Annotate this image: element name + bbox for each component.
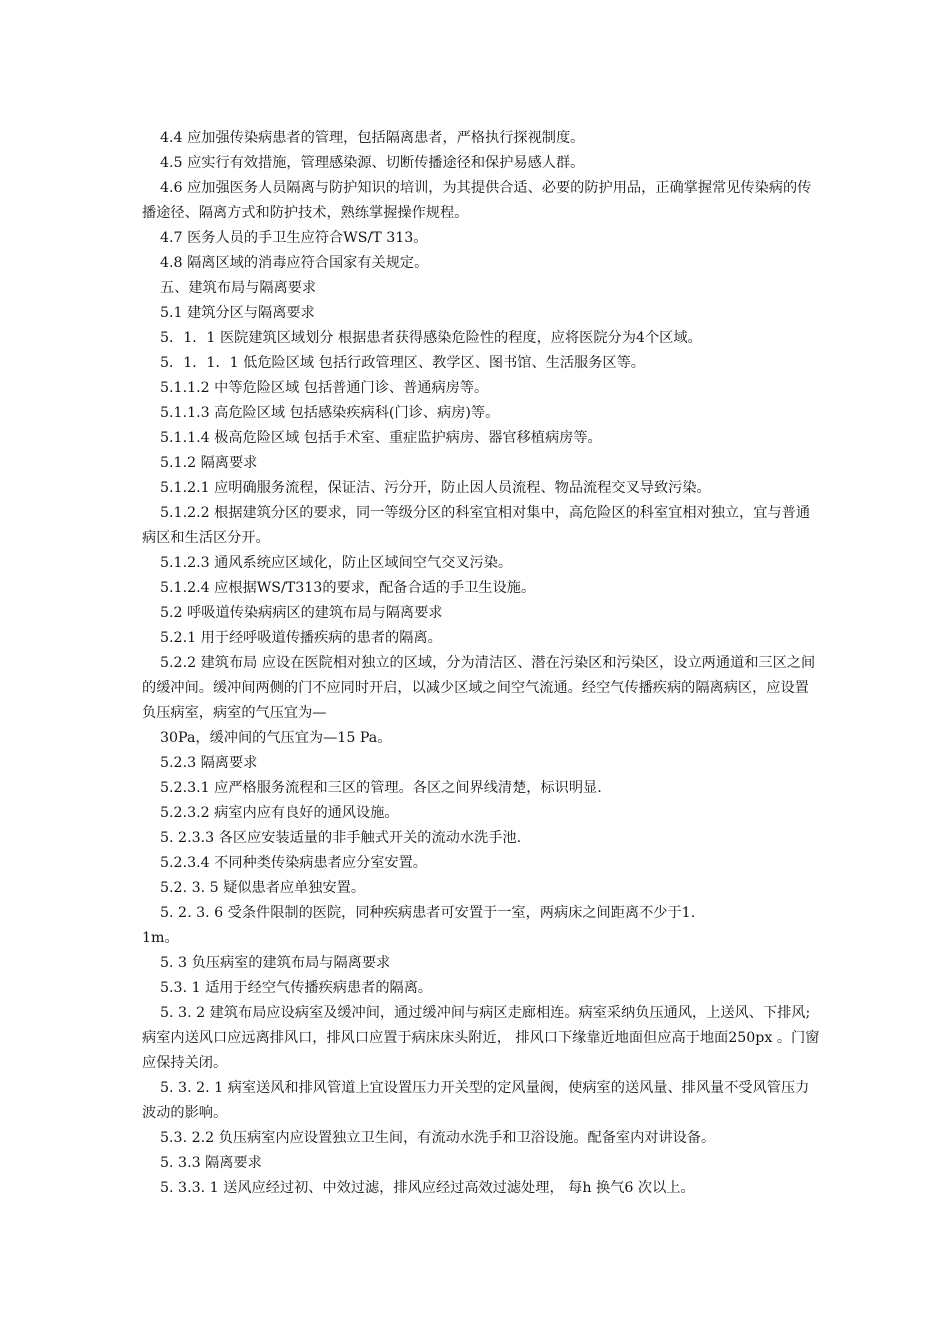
paragraph-5-2-3-3: 5. 2.3.3 各区应安装适量的非手触式开关的流动水洗手池. xyxy=(160,830,522,846)
paragraph-4-7: 4.7 医务人员的手卫生应符合WS/T 313。 xyxy=(160,230,428,246)
section-heading-5: 五、建筑布局与隔离要求 xyxy=(160,280,317,296)
paragraph-5-2-3-2: 5.2.3.2 病室内应有良好的通风设施。 xyxy=(160,805,399,821)
paragraph-5-1-2: 5.1.2 隔离要求 xyxy=(160,455,258,471)
paragraph-5-2-1: 5.2.1 用于经呼吸道传播疾病的患者的隔离。 xyxy=(160,630,442,646)
paragraph-5-3-2: 5. 3. 2 建筑布局应设病室及缓冲间，通过缓冲间与病区走廊相连。病室采纳负压通风，上送风、下排风;病室内送风口应远离排风口，排风口应置于病床床头附近， 排风口下缘靠近地面但应高于地面250px 。门窗应保持关闭。 xyxy=(142,1005,820,1071)
paragraph-5-1-1-2: 5.1.1.2 中等危险区域 包括普通门诊、普通病房等。 xyxy=(160,380,489,396)
paragraph-5-1-1-4: 5.1.1.4 极高危险区域 包括手术室、重症监护病房、器官移植病房等。 xyxy=(160,430,602,446)
document-body xyxy=(142,126,822,1201)
paragraph-5-3-2-1: 5. 3. 2. 1 病室送风和排风管道上宜设置压力开关型的定风量阀，使病室的送风量、排风量不受风管压力波动的影响。 xyxy=(142,1080,810,1121)
paragraph-5-2-2: 5.2.2 建筑布局 应设在医院相对独立的区域，分为清洁区、潜在污染区和污染区，设立两通道和三区之间的缓冲间。缓冲间两侧的门不应同时开启，以减少区域之间空气流通。经空气传播疾病的隔离病区，应设置负压病室，病室的气压宜为— xyxy=(142,655,816,721)
paragraph-5-2-3-6: 5. 2. 3. 6 受条件限制的医院，同种疾病患者可安置于一室，两病床之间距离不少于1. xyxy=(160,905,696,921)
paragraph-5-3-1: 5.3. 1 适用于经空气传播疾病患者的隔离。 xyxy=(160,980,433,996)
paragraph-5-2-2-continued: 30Pa，缓冲间的气压宜为—15 Pa。 xyxy=(160,730,392,746)
paragraph-5-1-2-2: 5.1.2.2 根据建筑分区的要求，同一等级分区的科室宜相对集中，高危险区的科室宜相对独立，宜与普通病区和生活区分开。 xyxy=(142,505,811,546)
paragraph-4-4: 4.4 应加强传染病患者的管理，包括隔离患者，严格执行探视制度。 xyxy=(160,130,585,146)
paragraph-5-2-3-5: 5.2. 3. 5 疑似患者应单独安置。 xyxy=(160,880,366,896)
paragraph-5-1-1-1: 5．1．1．1 低危险区域 包括行政管理区、教学区、图书馆、生活服务区等。 xyxy=(160,355,645,371)
paragraph-5-2-3: 5.2.3 隔离要求 xyxy=(160,755,258,771)
paragraph-5-1-2-4: 5.1.2.4 应根据WS/T313的要求，配备合适的手卫生设施。 xyxy=(160,580,536,596)
paragraph-4-5: 4.5 应实行有效措施，管理感染源、切断传播途径和保护易感人群。 xyxy=(160,155,585,171)
paragraph-5-3-3-1: 5. 3.3. 1 送风应经过初、中效过滤，排风应经过高效过滤处理， 每h 换气6 次以上。 xyxy=(160,1180,695,1196)
paragraph-5-2-3-6-continued: 1m。 xyxy=(142,930,179,946)
paragraph-5-1-2-1: 5.1.2.1 应明确服务流程，保证洁、污分开，防止因人员流程、物品流程交叉导致污染。 xyxy=(160,480,711,496)
paragraph-5-1-2-3: 5.1.2.3 通风系统应区域化，防止区域间空气交叉污染。 xyxy=(160,555,513,571)
paragraph-4-6: 4.6 应加强医务人员隔离与防护知识的培训，为其提供合适、必要的防护用品，正确掌握常见传染病的传播途径、隔离方式和防护技术，熟练掌握操作规程。 xyxy=(142,180,812,221)
paragraph-5-1: 5.1 建筑分区与隔离要求 xyxy=(160,305,315,321)
paragraph-5-2: 5.2 呼吸道传染病病区的建筑布局与隔离要求 xyxy=(160,605,443,621)
paragraph-5-2-3-4: 5.2.3.4 不同种类传染病患者应分室安置。 xyxy=(160,855,427,871)
paragraph-5-2-3-1: 5.2.3.1 应严格服务流程和三区的管理。各区之间界线清楚，标识明显. xyxy=(160,780,602,796)
paragraph-5-1-1-3: 5.1.1.3 高危险区域 包括感染疾病科(门诊、病房)等。 xyxy=(160,405,500,421)
paragraph-5-3: 5. 3 负压病室的建筑布局与隔离要求 xyxy=(160,955,391,971)
paragraph-5-1-1: 5．1．1 医院建筑区域划分 根据患者获得感染危险性的程度，应将医院分为4个区域。 xyxy=(160,330,702,346)
paragraph-5-3-3: 5. 3.3 隔离要求 xyxy=(160,1155,262,1171)
paragraph-4-8: 4.8 隔离区域的消毒应符合国家有关规定。 xyxy=(160,255,429,271)
paragraph-5-3-2-2: 5.3. 2.2 负压病室内应设置独立卫生间，有流动水洗手和卫浴设施。配备室内对讲设备。 xyxy=(160,1130,716,1146)
